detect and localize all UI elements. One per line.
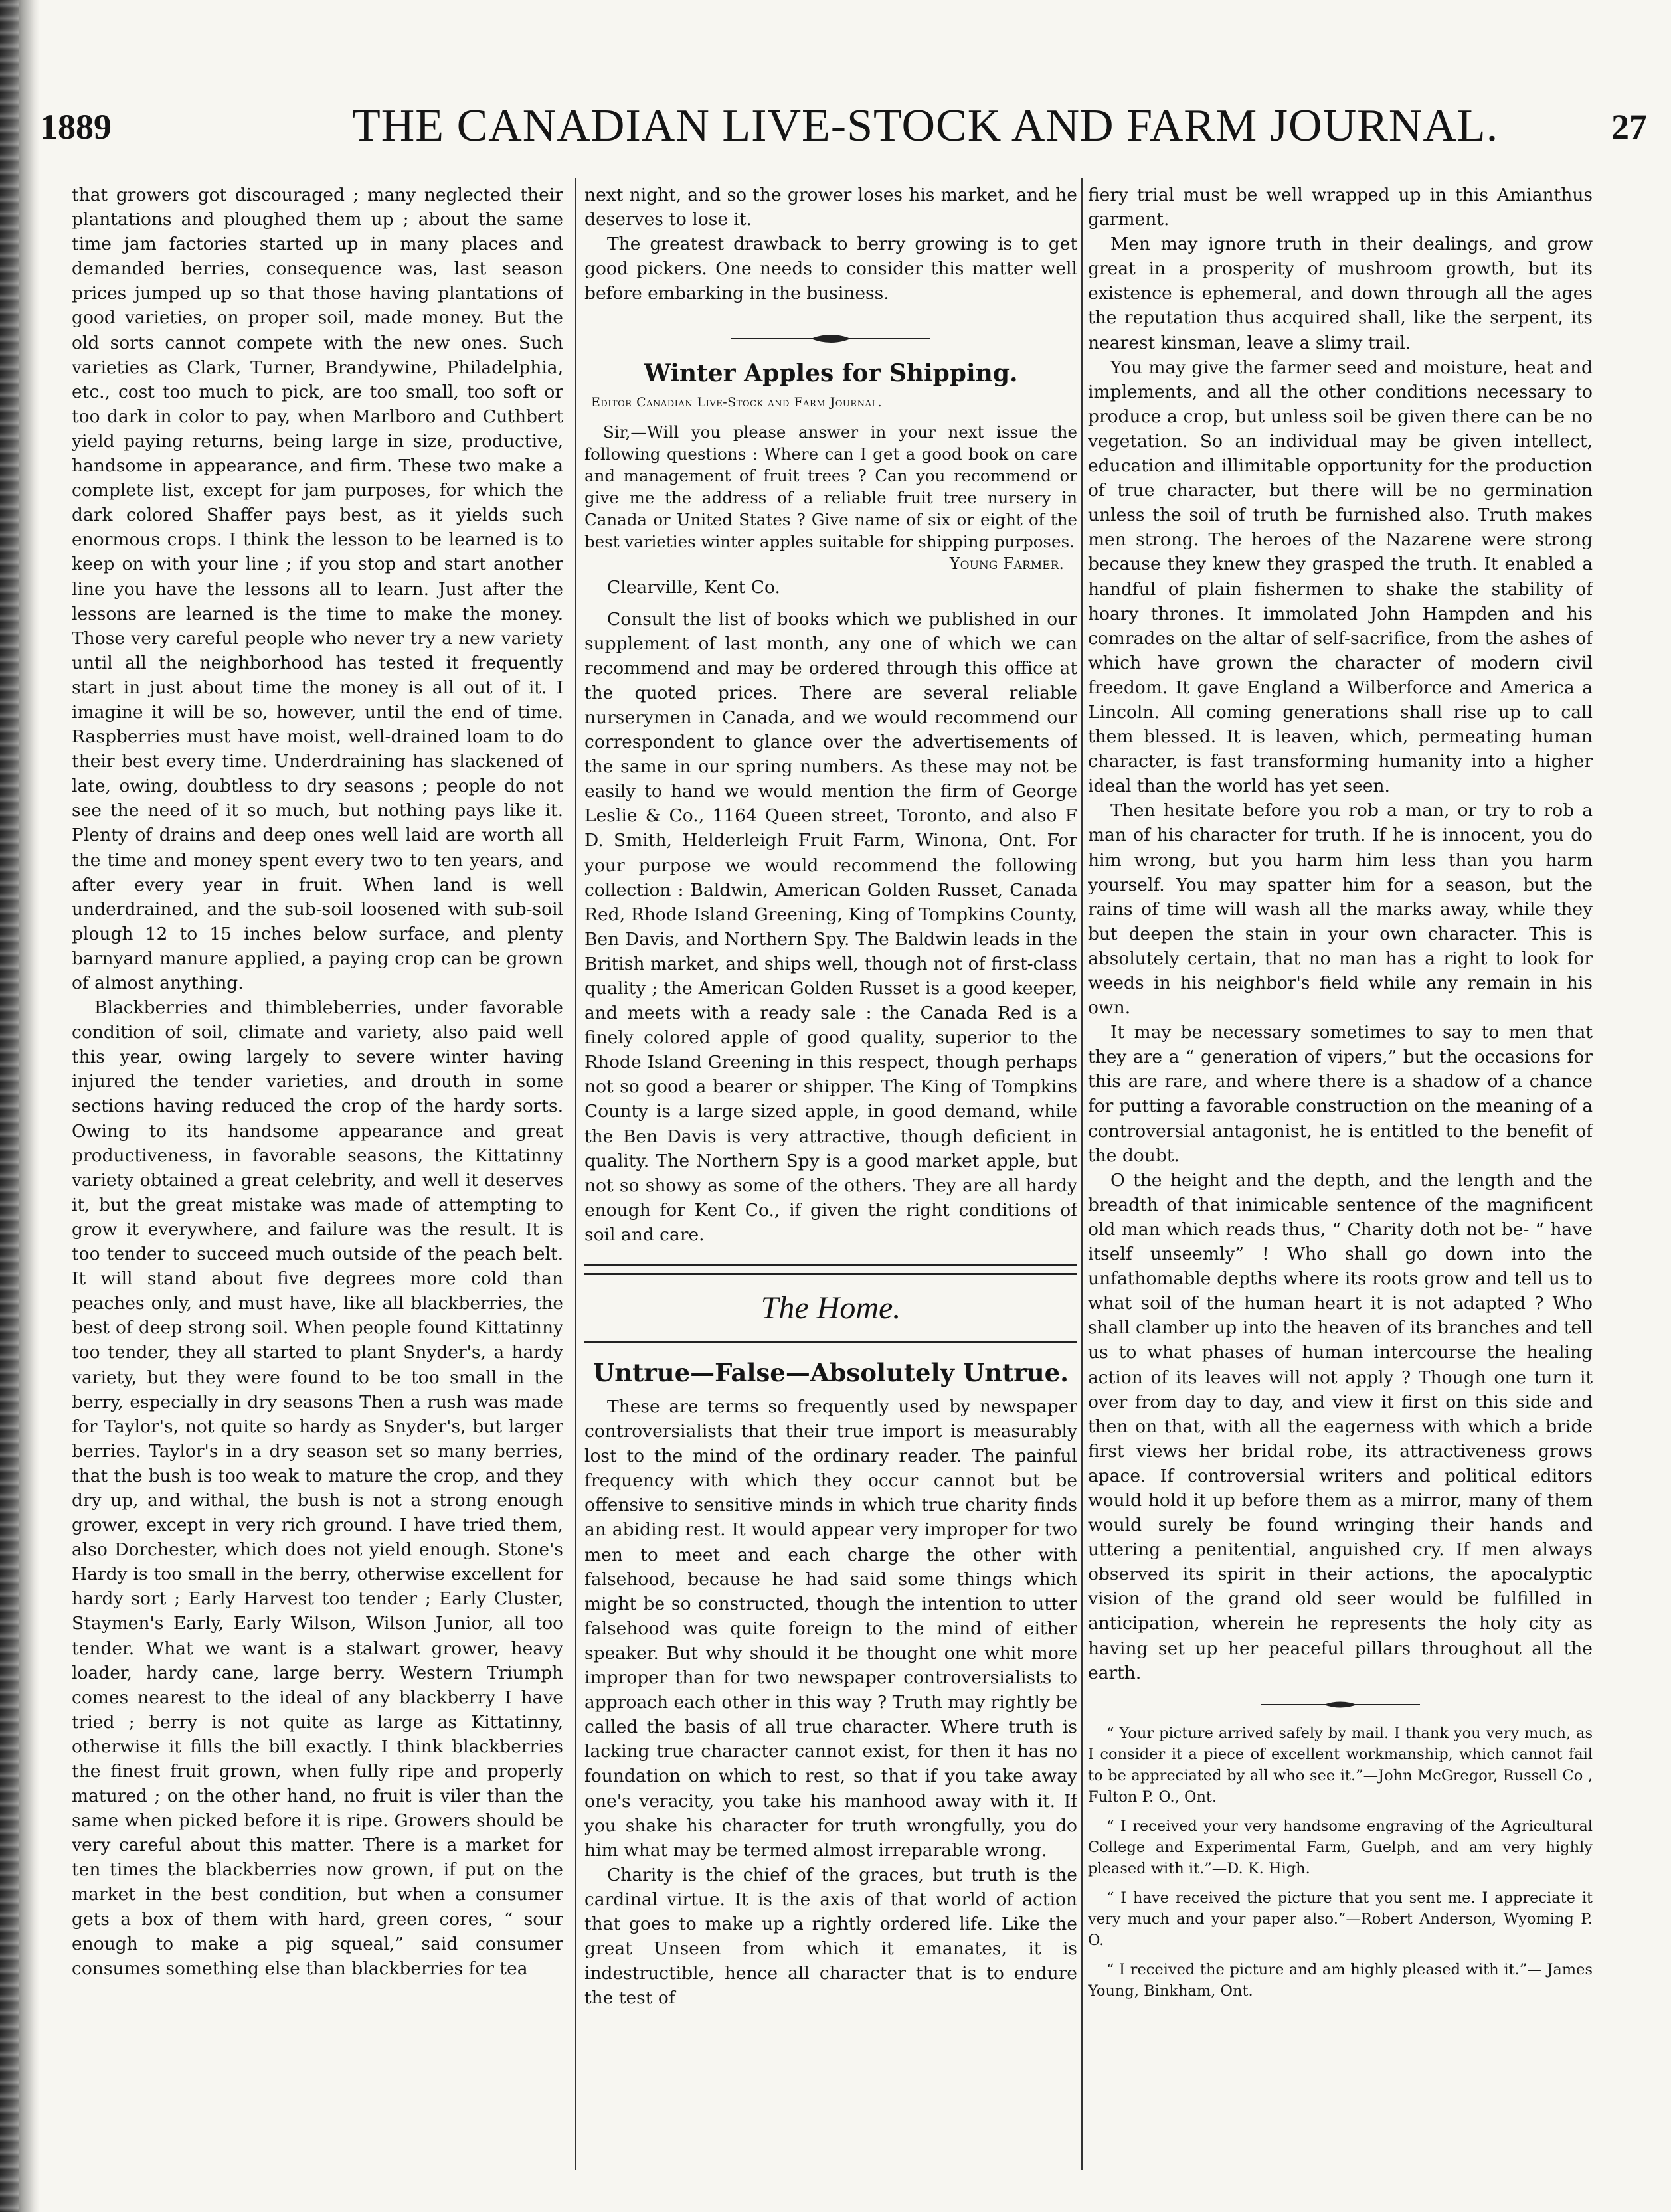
journal-title: THE CANADIAN LIVE-STOCK AND FARM JOURNAL. <box>352 100 1499 151</box>
header-year: 1889 <box>40 107 112 147</box>
article-paragraph: that growers got discouraged ; many neglected their plantations and ploughed them up ; about the same time jam factories started up in many places and demanded berries, consequence was, last season prices jumped up so that those having plantations of good varieties, on proper soil, made money. But the old sorts cannot compete with the new ones. Such varieties as Clark, Turner, Brandywine, Philadelphia, etc., cost too much to pick, are too small, too soft or too dark in color to pay, when Marlboro and Cuthbert yield paying returns, being large in size, productive, handsome in appearance, and firm. These two make a complete list, except for jam purposes, for which the dark colored Shaffer pays best, as it yields such enormous crops. I think the lesson to be learned is to keep on with your line ; if you stop and start another line you have the lessons all to learn. Just after the lessons are learned is the time to make the money. Those very careful people who never try a new variety until all the neighborhood has tested it frequently start in just about time the money is all out of it. I imagine it will be so, however, until the end of time. Raspberries must have moist, well-drained loam to do their best every time. Underdraining has slackened of late, owing, doubtless to dry seasons ; people do not see the need of it so much, but nothing pays like it. Plenty of drains and deep ones well laid are worth all the time and money spent every two to ten years, and after every year in fruit. When land is well underdrained, and the sub-soil loosened with sub-soil plough 12 to 15 inches below surface, and plenty barnyard manure applied, a paying crop can be grown of almost anything. <box>72 185 563 993</box>
letter-signature: Young Farmer. <box>949 554 1064 574</box>
divider-ornament <box>725 325 937 352</box>
letter-text: Sir,—Will you please answer in your next issue the following questions : Where can I get a good book on care and management of fruit trees ? Can you recommend or give me the address of a reliable fruit tree nursery in Canada or United States ? Give name of six or eight of the best varieties winter apples suitable for shipping purposes. <box>584 422 1077 552</box>
binding-edge-texture <box>0 0 19 2212</box>
section-heading: Winter Apples for Shipping. <box>644 359 1018 388</box>
testimonial: “ I received the picture and am highly pleased with it.”— James Young, Binkham, Ont. <box>1088 1960 1593 1999</box>
article-paragraph: The greatest drawback to berry growing is to get good pickers. One needs to consider this matter well before embarking in the business. <box>584 234 1077 304</box>
column-3 <box>1088 183 1593 2168</box>
article-paragraph: O the height and the depth, and the length and the breadth of that inimicable sentence of the magnificent old man which reads thus, “ Charity doth not be- “ have itself unseemly” ! Who shall go down into the unfathomable depths where its roots grow and tell us to what soil of the human heart it is not adapted ? Who shall clamber up into the heaven of its branches and tell us to what phases of human intercourse the healing action of its leaves will not apply ? Though one turn it over from day to day, and view it first on this side and then on that, with all the eagerness with which a bride first views her bridal robe, its attractiveness grows apace. If controversial writers and political editors would hold it up before them as a mirror, many of them would surely be found wringing their hands and uttering a penitential, anguished cry. If men always observed its spirit in their actions, the apocalyptic vision of the grand old seer would be fulfilled in anticipation, wherein he represents the holy city as having set up her peaceful pillars throughout all the earth. <box>1088 1169 1593 1683</box>
article-paragraph: Charity is the chief of the graces, but truth is the cardinal virtue. It is the axis of that world of action that goes to make up a rightly ordered life. Like the great Unseen from which it emanates, it is indestructible, hence all character that is to endure the test of <box>584 1864 1077 2009</box>
article-heading: Untrue—False—Absolutely Untrue. <box>592 1358 1069 1387</box>
section-double-rule <box>584 1264 1077 1275</box>
column-2 <box>584 183 1077 2168</box>
section-rule <box>584 1341 1077 1343</box>
page-header <box>40 100 1647 159</box>
article-paragraph: It may be necessary sometimes to say to men that they are a “ generation of vipers,” but the occasions for this are rare, and where there is a shadow of a chance for putting a favorable construction on the meaning of a controversial antagonist, he is entitled to the benefit of the doubt. <box>1088 1022 1593 1166</box>
testimonial: “ I received your very handsome engraving of the Agricultural College and Experimental Farm, Guelph, and am very highly pleased with it.”—D. K. High. <box>1088 1817 1593 1877</box>
column-rule-2 <box>1081 178 1083 2170</box>
article-paragraph: These are terms so frequently used by newspaper controversialists that their true import is measurably lost to the mind of the ordinary reader. The painful frequency with which they occur cannot but be offensive to sensitive minds in which true charity finds an abiding rest. It would appear very improper for two men to meet and each charge the other with falsehood, because he had said some things which might be so constructed, though the intention to utter falsehood was quite foreign to the mind of either speaker. But why should it be thought one whit more improper than for two newspaper controversialists to approach each other in this way ? Truth may rightly be called the basis of all true character. Where truth is lacking true character cannot exist, for then it has no foundation on which to rest, so that if you take away one's veracity, you take his manhood away with it. If you shake his character for truth wrongfully, you do him what may be termed almost irreparable wrong. <box>584 1397 1077 1861</box>
article-paragraph: Then hesitate before you rob a man, or try to rob a man of his character for truth. If he is innocent, you do him wrong, but you harm him less than you harm yourself. You may spatter him for a season, but the rains of time will wash all the marks away, while they but deepen the stain in your own character. This is absolutely certain, that no man has a right to look for weeds in his neighbor's field while any remain in his own. <box>1088 800 1593 1019</box>
testimonial: “ I have received the picture that you sent me. I appreciate it very much and your paper also.”—Robert Anderson, Wyoming P. O. <box>1088 1889 1593 1949</box>
article-paragraph: Men may ignore truth in their dealings, and grow great in a prosperity of mushroom growth, but its existence is ephemeral, and down through all the ages the reputation thus acquired shall, like the serpent, its nearest kinsman, leave a slimy trail. <box>1088 234 1593 353</box>
column-1 <box>72 183 563 2168</box>
divider-ornament <box>1254 1695 1427 1715</box>
article-paragraph: Consult the list of books which we published in our supplement of last month, any one of which we can recommend and may be ordered through this office at the quoted prices. There are several reliable nurserymen in Canada, and we would recommend our correspondent to glance over the advertisements of the same in our spring numbers. As these may not be easily to hand we would mention the firm of George Leslie & Co., 1164 Queen street, Toronto, and also F D. Smith, Helderleigh Fruit Farm, Winona, Ont. For your purpose we would recommend the following collection : Baldwin, American Golden Russet, Canada Red, Rhode Island Greening, King of Tompkins County, Ben Davis, and Northern Spy. The Baldwin leads in the British market, and ships well, though not of first-class quality ; the American Golden Russet is a good keeper, and meets with a ready sale : the Canada Red is a finely colored apple of good quality, superior to the Rhode Island Greening in this respect, though perhaps not so good a bearer or shipper. The King of Tompkins County is a large sized apple, in good demand, while the Ben Davis is very attractive, though deficient in quality. The Northern Spy is a good market apple, but not so showy as some of the others. They are all hardy enough for Kent Co., if given the right conditions of soil and care. <box>584 608 1077 1245</box>
article-paragraph: next night, and so the grower loses his market, and he deserves to lose it. <box>584 185 1077 230</box>
page-number: 27 <box>1611 107 1647 147</box>
article-paragraph: fiery trial must be well wrapped up in this Amianthus garment. <box>1088 185 1593 230</box>
testimonial: “ Your picture arrived safely by mail. I thank you very much, as I consider it a piece of excellent workmanship, which cannot fail to be appreciated by all who see it.”—John McGregor, Russell Co , Fulton P. O., Ont. <box>1088 1724 1593 1806</box>
article-paragraph: Blackberries and thimbleberries, under favorable condition of soil, climate and variety, also paid well this year, owing largely to severe winter having injured the tender varieties, and drouth in some sections having reduced the crop of the hardy sorts. Owing to its handsome appearance and great productiveness, in favorable seasons, the Kittatinny variety obtained a great celebrity, and well it deserves it, but the great mistake was made of attempting to grow it everywhere, and failure was the result. It is too tender to succeed much outside of the peach belt. It will stand about five degrees more cold than peaches only, and must have, like all blackberries, the best of deep strong soil. When people found Kittatinny too tender, they all started to plant Snyder's, a hardy variety, but they were found to be too small in the berry, especially in dry seasons Then a rush was made for Taylor's, not quite so hardy as Snyder's, but larger berries. Taylor's in a dry season set so many berries, that the bush is too weak to mature the crop, and they dry up, and withal, the bush is not a strong enough grower, except in very rich ground. I have tried them, also Dorchester, which does not yield enough. Stone's Hardy is too small in the berry, otherwise excellent for hardy sort ; Early Harvest too tender ; Early Cluster, Staymen's Early, Early Wilson, Wilson Junior, all too tender. What we want is a stalwart grower, heavy loader, hardy cane, large berry. Western Triumph comes nearest to the ideal of any blackberry I have tried ; berry is not quite as large as Kittatinny, otherwise it fills the bill exactly. I think blackberries the finest fruit grown, when fully ripe and properly matured ; on the other hand, no fruit is viler than the same when picked before it is ripe. Growers should be very careful about this matter. There is a market for ten times the blackberries now grown, if put on the market in the best condition, but when a consumer gets a box of them with hard, green cores, “ sour enough to make a pig squeal,” said consumer consumes something else than blackberries for tea <box>72 997 563 1979</box>
column-rule-1 <box>575 178 576 2170</box>
letter-place: Clearville, Kent Co. <box>607 577 780 598</box>
letter-addressee: Editor Canadian Live-Stock and Farm Journal. <box>591 395 883 410</box>
article-paragraph: You may give the farmer seed and moisture, heat and implements, and all the other conditions necessary to produce a crop, but unless soil be given there can be no vegetation. So an individual may be given intellect, education and illimitable opportunity for the production of true character, but there will be no germination unless the soil of truth be furnished also. Truth makes men strong. The heroes of the Nazarene were strong because they knew they grasped the truth. It enabled a handful of plain fishermen to shake the stability of hoary thrones. It immolated John Hampden and his comrades on the altar of self-sacrifice, from the ashes of which have grown the character of modern civil freedom. It gave England a Wilberforce and America a Lincoln. All coming generations shall rise up to call them blessed. It is leaven, which, permeating human character, is fast transforming humanity into a higher ideal than the world has yet seen. <box>1088 357 1593 797</box>
section-title-home: The Home. <box>760 1290 901 1325</box>
